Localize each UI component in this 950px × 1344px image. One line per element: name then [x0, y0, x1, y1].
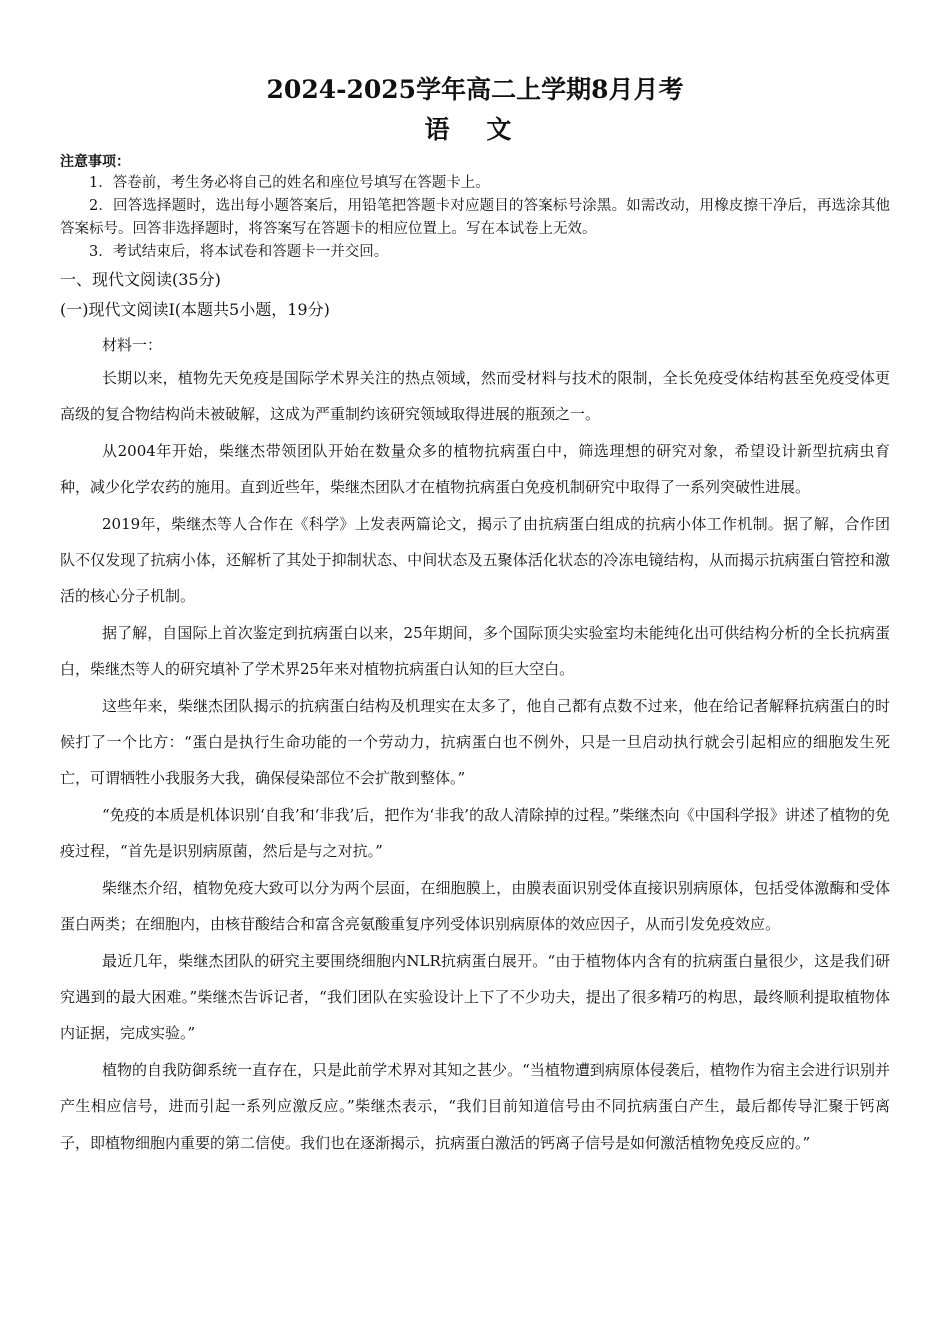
material-label: 材料一：: [102, 336, 163, 354]
section-heading: 一、现代文阅读(35分): [60, 270, 221, 289]
paragraph-6: “免疫的本质是机体识别‘自我’和‘非我’后，把作为‘非我’的敌人清除掉的过程。”柴继杰向《中国科学报》讲述了植物的免疫过程，“首先是识别病原菌，然后是与之对抗。”: [60, 805, 890, 861]
notice-item-1: 1．答卷前，考生务必将自己的姓名和座位号填写在答题卡上。: [89, 175, 490, 191]
paragraph-8: 最近几年，柴继杰团队的研究主要围绕细胞内NLR抗病蛋白展开。“由于植物体内含有的抗病蛋白量很少，这是我们研究遇到的最大困难。”柴继杰告诉记者，“我们团队在实验设计上下了不少功夫，提出了很多精巧的构思，最终顺利提取植物体内证据，完成实验。”: [60, 951, 890, 1043]
subsection-heading: (一)现代文阅读Ⅰ(本题共5小题，19分): [60, 300, 330, 319]
notice-block: [60, 152, 890, 264]
paragraph-5: 这些年来，柴继杰团队揭示的抗病蛋白结构及机理实在太多了，他自己都有点数不过来，他在给记者解释抗病蛋白的时候打了一个比方：“蛋白是执行生命功能的一个劳动力，抗病蛋白也不例外，只是一旦启动执行就会引起相应的细胞发生死亡，可谓牺牲小我服务大我，确保侵染部位不会扩散到整体。”: [60, 696, 890, 788]
subject-title: 语 文: [424, 115, 526, 144]
paragraph-1: 长期以来，植物先天免疫是国际学术界关注的热点领域，然而受材料与技术的限制，全长免疫受体结构甚至免疫受体更高级的复合物结构尚未被破解，这成为严重制约该研究领域取得进展的瓶颈之一。: [60, 369, 890, 424]
exam-title: 2024-2025学年高二上学期8月月考: [266, 75, 684, 104]
paragraph-4: 据了解，自国际上首次鉴定到抗病蛋白以来，25年期间，多个国际顶尖实验室均未能纯化出可供结构分析的全长抗病蛋白，柴继杰等人的研究填补了学术界25年来对植物抗病蛋白认知的巨大空白。: [60, 623, 890, 679]
paragraph-7: 柴继杰介绍，植物免疫大致可以分为两个层面，在细胞膜上，由膜表面识别受体直接识别病原体，包括受体激酶和受体蛋白两类；在细胞内，由核苷酸结合和富含亮氨酸重复序列受体识别病原体的效应因子，从而引发免疫效应。: [60, 878, 890, 934]
notice-item-2: 2．回答选择题时，选出每小题答案后，用铅笔把答题卡对应题目的答案标号涂黑。如需改动，用橡皮擦干净后，再选涂其他答案标号。回答非选择题时，将答案写在答题卡的相应位置上。写在本试卷上无效。: [60, 198, 890, 237]
reading-section: [60, 266, 890, 1161]
paragraph-3: 2019年，柴继杰等人合作在《科学》上发表两篇论文，揭示了由抗病蛋白组成的抗病小体工作机制。据了解，合作团队不仅发现了抗病小体，还解析了其处于抑制状态、中间状态及五聚体活化状态的冷冻电镜结构，从而揭示抗病蛋白管控和激活的核心分子机制。: [60, 514, 890, 606]
paragraph-2: 从2004年开始，柴继杰带领团队开始在数量众多的植物抗病蛋白中，筛选理想的研究对象，希望设计新型抗病虫育种，减少化学农药的施用。直到近些年，柴继杰团队才在植物抗病蛋白免疫机制研究中取得了一系列突破性进展。: [60, 441, 890, 497]
notice-item-3: 3．考试结束后，将本试卷和答题卡一并交回。: [89, 244, 389, 260]
paragraph-9: 植物的自我防御系统一直存在，只是此前学术界对其知之甚少。“当植物遭到病原体侵袭后，植物作为宿主会进行识别并产生相应信号，进而引起一系列应激反应。”柴继杰表示，“我们目前知道信号由不同抗病蛋白产生，最后都传导汇聚于钙离子，即植物细胞内重要的第二信使。我们也在逐渐揭示，抗病蛋白激活的钙离子信号是如何激活植物免疫反应的。”: [60, 1060, 890, 1152]
notice-heading: 注意事项：: [60, 154, 130, 170]
